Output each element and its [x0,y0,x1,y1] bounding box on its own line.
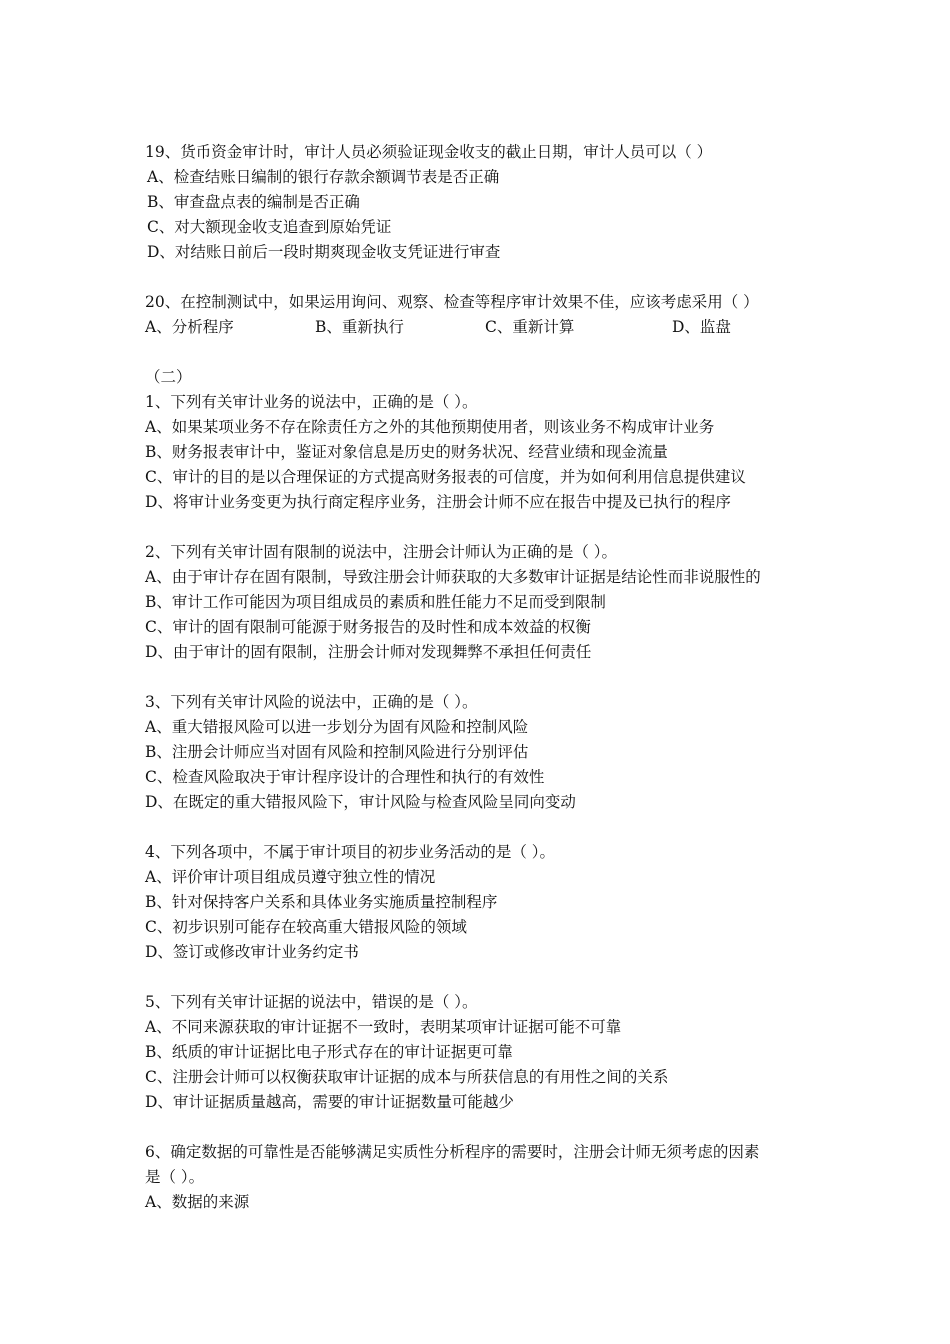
q19-option-c: C、对大额现金收支追查到原始凭证 [147,218,392,236]
s2-q6-stem-line2: 是（ ）。 [145,1168,205,1186]
q19-option-b: B、审查盘点表的编制是否正确 [147,193,360,211]
s2-q2-stem: 2、下列有关审计固有限制的说法中，注册会计师认为正确的是（ ）。 [145,543,618,561]
s2-q1-option-d: D、将审计业务变更为执行商定程序业务，注册会计师不应在报告中提及已执行的程序 [145,493,731,511]
s2-q3-stem: 3、下列有关审计风险的说法中，正确的是（ ）。 [145,693,478,711]
s2-q3-option-b: B、注册会计师应当对固有风险和控制风险进行分别评估 [145,743,529,761]
q19-option-a: A、检查结账日编制的银行存款余额调节表是否正确 [147,168,500,186]
s2-q2-option-d: D、由于审计的固有限制，注册会计师对发现舞弊不承担任何责任 [145,643,592,661]
s2-q4-option-c: C、初步识别可能存在较高重大错报风险的领域 [145,918,467,936]
s2-q1-stem: 1、下列有关审计业务的说法中，正确的是（ ）。 [145,393,478,411]
s2-q2-option-a: A、由于审计存在固有限制，导致注册会计师获取的大多数审计证据是结论性而非说服性的 [145,568,761,586]
s2-q5-stem: 5、下列有关审计证据的说法中，错误的是（ ）。 [145,993,478,1011]
s2-q4-option-d: D、签订或修改审计业务约定书 [145,943,359,961]
s2-q4-option-a: A、评价审计项目组成员遵守独立性的情况 [145,868,436,886]
s2-q5-option-d: D、审计证据质量越高，需要的审计证据数量可能越少 [145,1093,514,1111]
s2-q1-option-c: C、审计的目的是以合理保证的方式提高财务报表的可信度，并为如何利用信息提供建议 [145,468,746,486]
q19-option-d: D、对结账日前后一段时期爽现金收支凭证进行审查 [147,243,501,261]
q20-option-a: A、分析程序 [145,318,234,336]
s2-q3-option-d: D、在既定的重大错报风险下，审计风险与检查风险呈同向变动 [145,793,576,811]
s2-q4-stem: 4、下列各项中，不属于审计项目的初步业务活动的是（ ）。 [145,843,556,861]
q19-stem: 19、货币资金审计时，审计人员必须验证现金收支的截止日期，审计人员可以（ ） [145,143,713,161]
s2-q3-option-c: C、检查风险取决于审计程序设计的合理性和执行的有效性 [145,768,545,786]
s2-q4-option-b: B、针对保持客户关系和具体业务实施质量控制程序 [145,893,498,911]
s2-q2-option-b: B、审计工作可能因为项目组成员的素质和胜任能力不足而受到限制 [145,593,606,611]
s2-q5-option-a: A、不同来源获取的审计证据不一致时，表明某项审计证据可能不可靠 [145,1018,622,1036]
q20-option-c: C、重新计算 [485,318,575,336]
q20-option-d: D、监盘 [672,318,731,336]
s2-q6-stem-line1: 6、确定数据的可靠性是否能够满足实质性分析程序的需要时，注册会计师无须考虑的因素 [145,1143,760,1161]
section-heading: （二） [145,368,192,386]
s2-q3-option-a: A、重大错报风险可以进一步划分为固有风险和控制风险 [145,718,529,736]
q20-option-b: B、重新执行 [315,318,404,336]
q20-stem: 20、在控制测试中，如果运用询问、观察、检查等程序审计效果不佳，应该考虑采用（ ） [145,293,759,311]
s2-q1-option-a: A、如果某项业务不存在除责任方之外的其他预期使用者，则该业务不构成审计业务 [145,418,715,436]
s2-q6-option-a: A、数据的来源 [145,1193,250,1211]
s2-q5-option-c: C、注册会计师可以权衡获取审计证据的成本与所获信息的有用性之间的关系 [145,1068,669,1086]
s2-q2-option-c: C、审计的固有限制可能源于财务报告的及时性和成本效益的权衡 [145,618,591,636]
s2-q5-option-b: B、纸质的审计证据比电子形式存在的审计证据更可靠 [145,1043,513,1061]
s2-q1-option-b: B、财务报表审计中，鉴证对象信息是历史的财务状况、经营业绩和现金流量 [145,443,668,461]
